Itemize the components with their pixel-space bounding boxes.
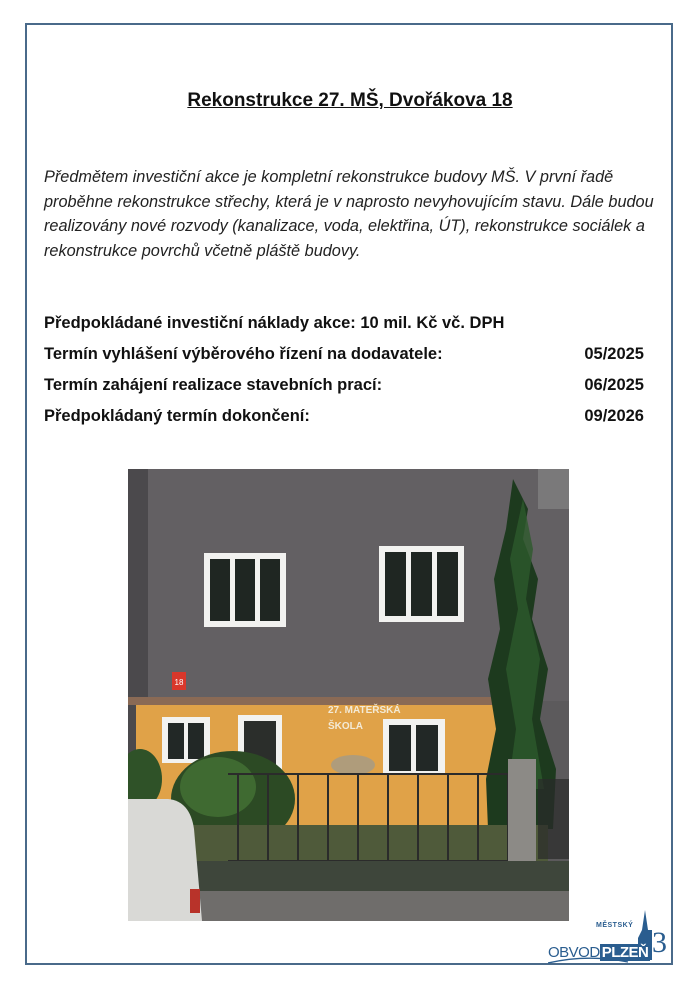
- fact-row-costs: [44, 312, 644, 343]
- upper-window-left: [204, 553, 286, 627]
- project-facts: [44, 312, 644, 436]
- gate-pillar: [508, 759, 536, 865]
- fact-value: 05/2025: [584, 345, 644, 363]
- page-title: Rekonstrukce 27. MŠ, Dvořákova 18: [187, 90, 513, 111]
- fact-row-start: [44, 374, 644, 405]
- fact-label: Termín zahájení realizace stavebních prací:: [44, 376, 383, 394]
- upper-window-right: [379, 546, 464, 622]
- garden-wall: [188, 861, 569, 891]
- wall-mural: [331, 755, 375, 775]
- logo-small-text: MĚSTSKÝ: [596, 922, 634, 929]
- fact-value: 09/2026: [584, 407, 644, 425]
- building-photo: [128, 469, 569, 921]
- logo-main-text: [548, 944, 650, 961]
- mestsky-obvod-plzen-3-logo: [548, 908, 670, 968]
- building-photo-svg: [128, 469, 569, 921]
- fact-label: Termín vyhlášení výběrového řízení na dodavatele:: [44, 345, 443, 363]
- logo-number: 3: [652, 926, 667, 959]
- project-description: Předmětem investiční akce je kompletní rekonstrukce budovy MŠ. V první řadě proběhne rekonstrukce střechy, která je v naprosto nevyhovujícím stavu. Dále budou realizovány nové rozvody (kanalizace, voda, elektřina, ÚT), rekonstrukce sociálek a rekonstrukce povrchů včetně pláště budovy.: [44, 168, 654, 260]
- logo-city: PLZEŇ: [601, 944, 649, 961]
- logo-obvod: OBVOD: [548, 944, 600, 961]
- fact-row-completion: [44, 405, 644, 436]
- school-sign-line2: ŠKOLA: [328, 721, 363, 732]
- fact-label: Předpokládaný termín dokončení:: [44, 407, 310, 425]
- fact-row-tender: [44, 343, 644, 374]
- fact-label: Předpokládané investiční náklady akce: 10 mil. Kč vč. DPH: [44, 314, 505, 332]
- house-number: 18: [174, 678, 184, 687]
- fact-value: 06/2025: [584, 376, 644, 394]
- school-sign-line1: 27. MATEŘSKÁ: [328, 705, 401, 716]
